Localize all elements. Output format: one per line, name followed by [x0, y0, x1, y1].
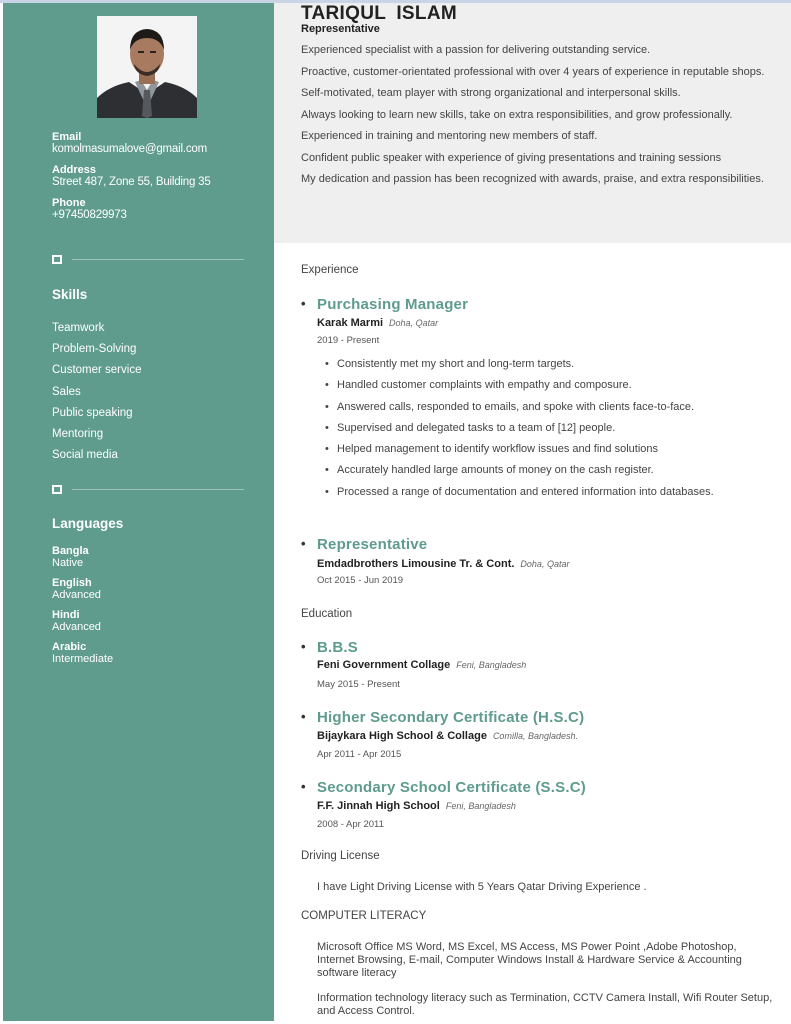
duty-item: • Helped management to identify workflow issues and find solutions — [325, 442, 714, 463]
duty-item: • Handled customer complaints with empathy and composure. — [325, 378, 714, 399]
school-location: Comilla, Bangladesh. — [492, 731, 578, 741]
phone-label: Phone — [52, 197, 86, 209]
summary-item: My dedication and passion has been recognized with awards, praise, and extra responsibilities. — [301, 173, 764, 185]
duty-item: • Answered calls, responded to emails, and spoke with clients face-to-face. — [325, 400, 714, 421]
duty-item: • Accurately handled large amounts of money on the cash register. — [325, 463, 714, 484]
school-name: Bijaykara High School & Collage — [317, 730, 487, 742]
languages-list — [52, 546, 113, 674]
sidebar — [3, 3, 274, 1021]
education-school — [317, 730, 578, 742]
company-name: Karak Marmi — [317, 317, 384, 329]
driving-text: I have Light Driving License with 5 Years Qatar Driving Experience . — [317, 881, 647, 893]
contact-block — [52, 131, 267, 230]
driving-heading: Driving License — [301, 850, 380, 862]
email-label: Email — [52, 131, 82, 143]
summary-item: Confident public speaker with experience of giving presentations and training sessions — [301, 151, 722, 164]
education-heading: Education — [301, 608, 353, 620]
education-title: • Secondary School Certificate (S.S.C) — [317, 779, 586, 796]
duty-item: • Consistently met my short and long-term targets. — [325, 357, 714, 378]
job-company — [317, 317, 438, 329]
address-label: Address — [52, 164, 97, 176]
section-divider — [52, 485, 244, 495]
summary-item: Proactive, customer-orientated professional with over 4 years of experience in reputable shops. — [301, 65, 765, 78]
skills-list — [52, 319, 141, 467]
job-title: • Purchasing Manager — [317, 296, 468, 313]
skill-item: Customer service — [52, 364, 142, 377]
school-name: Feni Government Collage — [317, 659, 451, 671]
skills-heading: Skills — [52, 287, 88, 302]
education-school — [317, 800, 516, 812]
school-name: F.F. Jinnah High School — [317, 800, 440, 812]
summary-item: Experienced in training and mentoring new members of staff. — [301, 130, 598, 142]
language-level: Advanced — [52, 589, 101, 601]
address-value: Street 487, Zone 55, Building 35 — [52, 176, 211, 188]
language-level: Native — [52, 557, 84, 569]
summary-item: Always looking to learn new skills, take on extra responsibilities, and grow professionally. — [301, 108, 733, 121]
language-name: Bangla — [52, 545, 89, 557]
company-location: Doha, Qatar — [389, 318, 439, 328]
divider-line — [72, 489, 244, 490]
education-school — [317, 659, 526, 671]
language-name: Arabic — [52, 641, 87, 653]
computer-heading: COMPUTER LITERACY — [301, 910, 427, 922]
language-name: Hindi — [52, 609, 80, 621]
school-location: Feni, Bangladesh — [456, 660, 527, 670]
school-location: Feni, Bangladesh — [445, 801, 516, 811]
skill-item: Sales — [52, 385, 81, 398]
divider-square-icon — [52, 255, 62, 264]
language-level: Intermediate — [52, 653, 114, 665]
email-value[interactable]: komolmasumalove@gmail.com — [52, 143, 207, 155]
section-divider — [52, 255, 244, 265]
skill-item: Mentoring — [52, 427, 104, 440]
job-title: • Representative — [317, 536, 427, 553]
duty-list — [325, 357, 714, 506]
skill-item: Social media — [52, 449, 118, 462]
experience-heading: Experience — [301, 264, 359, 276]
job-company — [317, 558, 569, 570]
summary-item: Self-motivated, team player with strong organizational and interpersonal skills. — [301, 87, 681, 99]
company-name: Emdadbrothers Limousine Tr. & Cont. — [317, 558, 515, 570]
profile-photo — [97, 16, 197, 118]
education-title: • Higher Secondary Certificate (H.S.C) — [317, 709, 584, 726]
job-dates: 2019 - Present — [317, 335, 380, 346]
divider-square-icon — [52, 485, 62, 494]
duty-item: • Processed a range of documentation and entered information into databases. — [325, 485, 714, 506]
summary-item: Experienced specialist with a passion for delivering outstanding service. — [301, 44, 651, 56]
phone-value[interactable]: +97450829973 — [52, 209, 127, 221]
skill-item: Public speaking — [52, 406, 133, 419]
language-level: Advanced — [52, 621, 101, 633]
education-dates: 2008 - Apr 2011 — [317, 819, 384, 830]
person-name: TARIQUL ISLAM — [301, 3, 457, 24]
person-title: Representative — [301, 23, 380, 35]
language-name: English — [52, 577, 92, 589]
computer-item: Microsoft Office MS Word, MS Excel, MS Access, MS Power Point ,Adobe Photoshop, Internet Browsing, E-mail, Computer Windows Install & Hardware Service & Accounting software literacy — [317, 941, 742, 979]
summary-list — [301, 43, 776, 194]
skill-item: Problem-Solving — [52, 343, 137, 356]
education-title: • B.B.S — [317, 639, 358, 656]
job-dates: Oct 2015 - Jun 2019 — [317, 575, 404, 586]
education-dates: May 2015 - Present — [317, 679, 400, 690]
computer-item: Information technology literacy such as Termination, CCTV Camera Install, Wifi Router Setup, and Access Control. — [317, 992, 773, 1017]
languages-heading: Languages — [52, 516, 124, 531]
skill-item: Teamwork — [52, 322, 105, 334]
education-dates: Apr 2011 - Apr 2015 — [317, 749, 402, 760]
divider-line — [72, 259, 244, 260]
duty-item: • Supervised and delegated tasks to a team of [12] people. — [325, 421, 714, 442]
company-location: Doha, Qatar — [520, 559, 570, 569]
